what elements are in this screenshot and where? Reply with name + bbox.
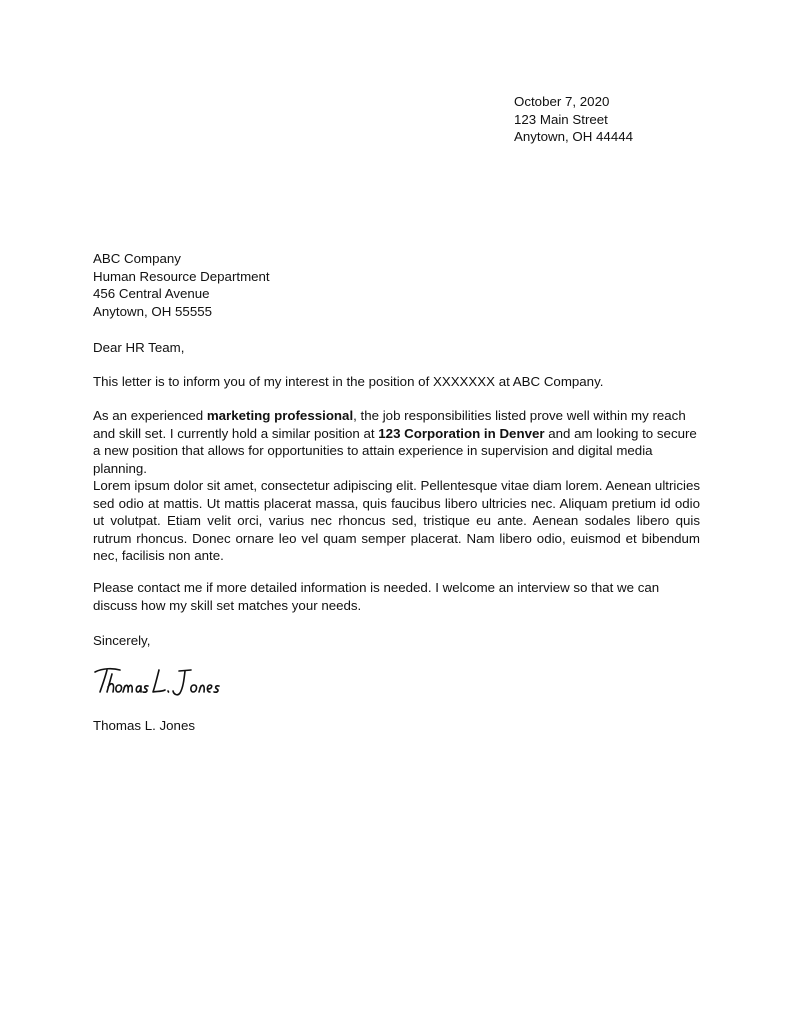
paragraph-experience [93,407,700,477]
recipient-block [93,250,700,320]
sender-street: 123 Main Street [514,111,608,127]
recipient-company: ABC Company [93,251,181,266]
sender-block [514,93,754,146]
paragraph-interest: This letter is to inform you of my interest in the position of XXXXXXX at ABC Company. [93,374,604,389]
paragraph-experience-bold-employer: 123 Corporation in Denver [378,425,545,441]
recipient-department: Human Resource Department [93,268,270,284]
letter-date: October 7, 2020 [514,94,610,109]
recipient-street: 456 Central Avenue [93,286,210,301]
recipient-city-state-zip: Anytown, OH 55555 [93,303,213,319]
paragraph-experience-bold-role: marketing professional [206,408,354,423]
handwritten-signature [93,664,223,698]
paragraph-experience-part1: As an experienced [93,408,207,423]
paragraph-lorem: Lorem ipsum dolor sit amet, consectetur adipiscing elit. Pellentesque vitae diam lorem. Aenean ultricies sed odio at mattis. Ut mattis placerat massa, quis faucibus libero ultricies nec. Aliquam pretium id odio ut volutpat. Etiam velit orci, varius nec rhoncus sed, tristique eu ante. Aenean sodales libero quis rutrum rhoncus. Donec ornare leo vel quam semper placerat. Nam libero odio, euismod et bibendum nec, facilisis non ante. [93,478,700,563]
paragraph-contact: Please contact me if more detailed information is needed. I welcome an interview so that we can discuss how my skill set matches your needs. [93,580,660,613]
paragraph-experience-part2: , the job responsibilities listed prove well within my reach and skill set. I currently hold a similar position at [93,408,686,441]
sender-city-state-zip: Anytown, OH 44444 [514,129,634,144]
printed-name: Thomas L. Jones [93,718,195,733]
closing: Sincerely, [93,633,151,648]
paragraph-experience-part3: and am looking to secure a new position that allows for opportunities to attain experience in supervision and digital media planning. [93,425,697,476]
salutation: Dear HR Team, [93,340,185,355]
